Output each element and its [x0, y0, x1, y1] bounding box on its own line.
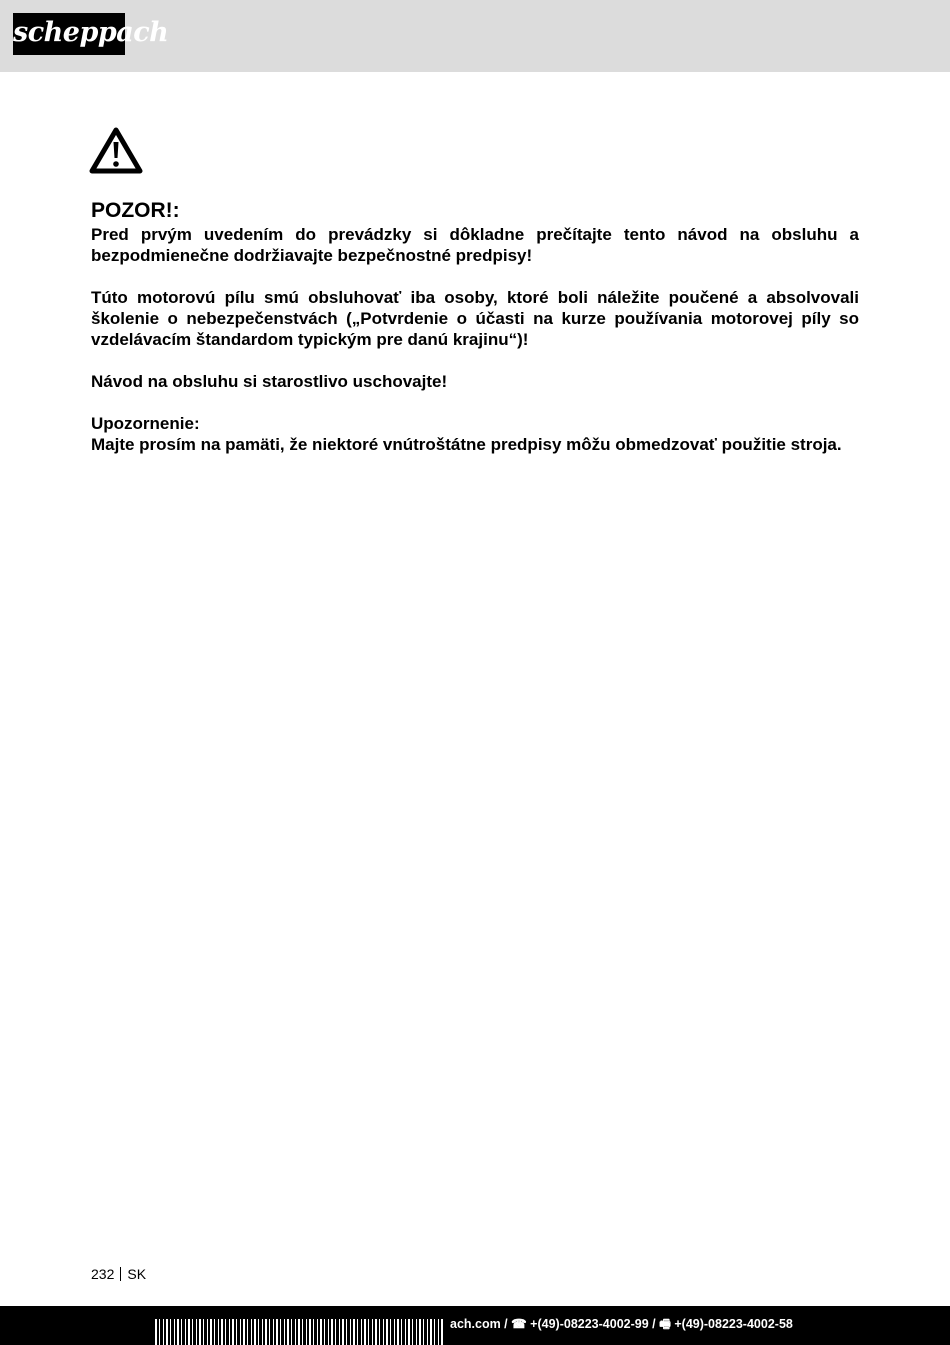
- barcode-strip: [155, 1319, 445, 1345]
- warning-triangle-icon: [89, 126, 143, 174]
- keep-manual-paragraph: Návod na obsluhu si starostlivo uschovajte!: [91, 372, 448, 391]
- footer-contact-text: ach.com / ☎ +(49)-08223-4002-99 / 🖷 +(49)-08223-4002-58: [450, 1317, 793, 1331]
- page-info: [91, 1266, 146, 1282]
- note-text: Majte prosím na pamäti, že niektoré vnútroštátne predpisy môžu obmedzovať použitie stroja.: [91, 435, 842, 454]
- note-title: Upozornenie:: [91, 414, 200, 433]
- header-band: [0, 0, 950, 72]
- warning-content: [91, 198, 859, 455]
- footer-band: [0, 1306, 950, 1345]
- page-language: SK: [127, 1266, 147, 1282]
- warning-title: POZOR!:: [91, 199, 180, 222]
- warning-paragraph: Pred prvým uvedením do prevádzky si dôkladne prečítajte tento návod na obsluhu a bezpodmienečne dodržiavajte bezpečnostné predpisy!: [91, 225, 859, 265]
- page-divider: [120, 1267, 121, 1281]
- page-number: 232: [91, 1266, 115, 1282]
- training-paragraph: Túto motorovú pílu smú obsluhovať iba osoby, ktoré boli náležite poučené a absolvovali školenie o nebezpečenstvách („Potvrdenie o účasti na kurze používania motorovej píly so vzdelávacím štandardom typickým pre danú krajinu“)!: [91, 288, 859, 349]
- note-block: [91, 413, 859, 455]
- brand-logo: scheppach: [13, 13, 125, 55]
